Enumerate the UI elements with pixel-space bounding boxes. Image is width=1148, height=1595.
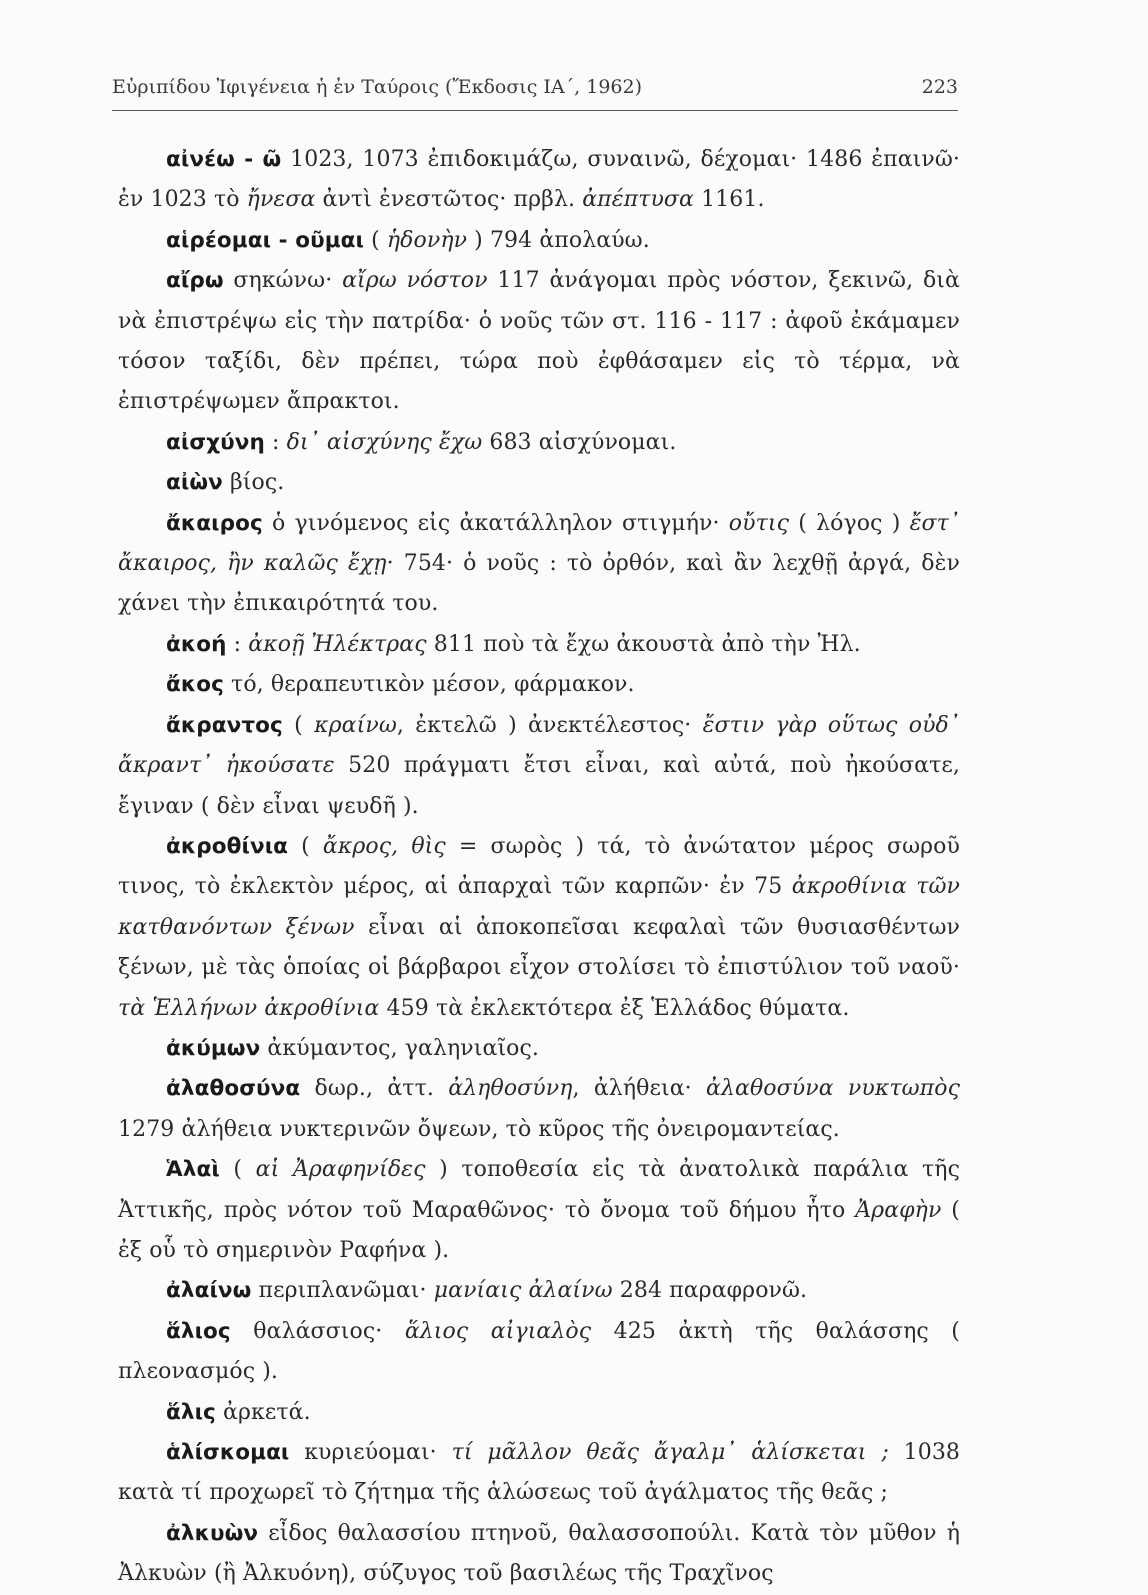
glossary-entry xyxy=(118,463,960,503)
entry-quote: ἄκρος, θὶς xyxy=(322,833,446,859)
entry-text: ( ἐξ οὗ τὸ σημερινὸν Ραφήνα ). xyxy=(118,1197,960,1263)
entry-text: ὁ γινόμενος εἰς ἀκατάλληλον στιγμήν· xyxy=(262,510,729,536)
entry-text: , ἀλήθεια· xyxy=(572,1076,706,1102)
glossary-entry xyxy=(118,1150,960,1271)
entry-text: 683 αἰσχύνομαι. xyxy=(482,429,677,455)
entry-quote: τὰ Ἑλλήνων ἀκροθίνια xyxy=(118,995,380,1021)
glossary-entry xyxy=(118,706,960,827)
entry-text: = σωρὸς ) τά, τὸ ἀνώτατον μέρος σωροῦ τινος, τὸ ἐκλεκτὸν μέρος, αἱ ἀπαρχαὶ τῶν καρπῶν· ἐν 75 xyxy=(118,833,960,900)
entry-headword: ἀλαίνω xyxy=(166,1278,252,1304)
entry-text: 459 τὰ ἐκλεκτότερα ἐξ Ἑλλάδος θύματα. xyxy=(379,995,850,1021)
glossary-entry xyxy=(118,261,960,423)
entry-headword: αἰσχύνη xyxy=(166,429,265,455)
entry-headword: ἀλκυὼν xyxy=(166,1520,259,1546)
entry-text: 425 ἀκτὴ τῆς θαλάσσης ( πλεονασμός ). xyxy=(118,1318,960,1385)
entry-text: ( xyxy=(219,1157,256,1183)
entry-headword: ἅλιος xyxy=(166,1318,231,1344)
entry-text: 520 πράγματι ἔτσι εἶναι, καὶ αὐτά, ποὺ ἠκούσατε, ἔγιναν ( δὲν εἶναι ψευδῆ ). xyxy=(118,753,960,819)
entry-text: : xyxy=(226,631,249,657)
glossary-entry xyxy=(118,827,960,1029)
glossary-entry xyxy=(118,1393,960,1433)
entry-text: ( xyxy=(288,833,323,859)
entry-quote: τί μᾶλλον θεᾶς ἄγαλμ᾽ ἁλίσκεται ; xyxy=(451,1440,889,1465)
entry-text: ) 794 ἀπολαύω. xyxy=(467,227,650,253)
entry-headword: ἁλίσκομαι xyxy=(166,1440,290,1465)
glossary-entry xyxy=(118,625,960,665)
entry-quote: ἅλιος αἰγιαλὸς xyxy=(404,1318,592,1344)
entry-headword: αἰνέω - ῶ xyxy=(166,147,282,172)
glossary-entry xyxy=(118,1029,960,1069)
entry-quote: Ἀραφὴν xyxy=(855,1197,942,1223)
glossary-entry xyxy=(118,221,960,261)
glossary-entry xyxy=(118,504,960,625)
entry-quote: ἀληθοσύνη xyxy=(448,1076,573,1102)
entry-text: 284 παραφρονῶ. xyxy=(612,1278,808,1304)
entry-text: ( xyxy=(282,712,315,738)
entry-text: 754· ὁ νοῦς : τὸ ὀρθόν, καὶ ἂν λεχθῇ ἀργά, δὲν χάνει τὴν ἐπικαιρότητά του. xyxy=(118,551,960,617)
glossary-entries xyxy=(118,140,960,1595)
entry-text: 117 ἀνάγομαι πρὸς νόστον, ξεκινῶ, διὰ νὰ ἐπιστρέψω εἰς τὴν πατρίδα· ὁ νοῦς τῶν στ. 116 - 117 : ἀφοῦ ἐκάμαμεν τόσον ταξίδι, δὲν πρέπει, τώρα ποὺ ἐφθάσαμεν εἰς τὸ τέρμα, νὰ ἐπιστρέψωμεν ἄπρακτοι. xyxy=(118,268,960,415)
entry-quote: οὔτις xyxy=(728,510,790,536)
entry-text: 1279 ἀλήθεια νυκτερινῶν ὄψεων, τὸ κῦρος τῆς ὀνειρομαντείας. xyxy=(118,1116,840,1142)
entry-text: τό, θεραπευτικὸν μέσον, φάρμακον. xyxy=(223,672,635,698)
entry-text: 1038 κατὰ τί προχωρεῖ τὸ ζήτημα τῆς ἁλώσεως τοῦ ἀγάλματος τῆς θεᾶς ; xyxy=(118,1440,961,1506)
entry-text: θαλάσσιος· xyxy=(230,1318,405,1344)
glossary-entry xyxy=(118,1312,960,1393)
glossary-entry xyxy=(118,665,960,705)
glossary-entry xyxy=(118,1433,960,1514)
entry-text: , ἐκτελῶ ) ἀνεκτέλεστος· xyxy=(396,712,703,738)
entry-quote: ἀπέπτυσα xyxy=(582,187,695,213)
entry-quote: ἡδονὴν xyxy=(386,227,468,253)
entry-headword: ἄκραντος xyxy=(166,712,283,738)
entry-quote: ἔστιν γὰρ οὕτως οὐδ᾽ ἄκραντ᾽ ἠκούσατε xyxy=(118,712,960,779)
glossary-entry xyxy=(118,1069,960,1150)
entry-text: ἀρκετά. xyxy=(215,1399,311,1425)
entry-text: εἶναι αἱ ἀποκοπεῖσαι κεφαλαὶ τῶν θυσιασθέντων ξένων, μὲ τὰς ὁποίας οἱ βάρβαροι εἶχον στολίσει τὸ ἐπιστύλιον τοῦ ναοῦ· xyxy=(118,914,960,981)
entry-quote: κραίνω xyxy=(314,712,397,738)
entry-quote: ἀλαθοσύνα νυκτωπὸς xyxy=(705,1076,960,1102)
glossary-entry xyxy=(118,1514,960,1595)
entry-text: περιπλανῶμαι· xyxy=(251,1278,434,1304)
entry-headword: αἰὼν xyxy=(166,470,223,496)
entry-text: ἀκύμαντος, γαληνιαῖος. xyxy=(260,1035,540,1061)
entry-quote: αἱ Ἀραφηνίδες xyxy=(255,1157,426,1183)
entry-quote: μανίαις ἀλαίνω xyxy=(433,1278,613,1304)
entry-quote: δι᾽ αἰσχύνης ἔχω xyxy=(286,429,483,455)
glossary-entry xyxy=(118,1271,960,1311)
entry-text: 1023, 1073 ἐπιδοκιμάζω, συναινῶ, δέχομαι· 1486 ἐπαινῶ· ἐν 1023 τὸ xyxy=(118,147,960,213)
running-header xyxy=(112,76,958,98)
entry-text: κυριεύομαι· xyxy=(289,1440,452,1465)
entry-text: βίος. xyxy=(222,470,285,496)
entry-headword: ἅλις xyxy=(166,1399,216,1425)
entry-headword: ἀκύμων xyxy=(166,1035,261,1061)
entry-quote: αἴρω νόστον xyxy=(342,268,488,294)
entry-quote: ἀκοῇ Ἠλέκτρας xyxy=(248,631,427,657)
entry-text: ( λόγος ) xyxy=(789,510,910,536)
entry-headword: ἀλαθοσύνα xyxy=(166,1076,301,1102)
entry-headword: ἀκοή xyxy=(166,631,227,657)
entry-headword: ἄκαιρος xyxy=(166,510,263,536)
entry-text: δωρ., ἀττ. xyxy=(300,1076,449,1102)
glossary-entry xyxy=(118,140,960,221)
entry-headword: αἱρέομαι - οῦμαι xyxy=(166,227,364,253)
entry-quote: ἤνεσα xyxy=(246,187,316,213)
entry-headword: αἴρω xyxy=(166,268,224,294)
entry-headword: ἀκροθίνια xyxy=(166,833,289,859)
entry-quote: ἀκροθίνια τῶν κατθανόντων ξένων xyxy=(118,874,960,940)
entry-text: σηκώνω· xyxy=(223,268,343,294)
entry-headword: Ἁλαὶ xyxy=(166,1157,220,1183)
entry-text: 811 ποὺ τὰ ἔχω ἀκουστὰ ἀπὸ τὴν Ἠλ. xyxy=(426,631,861,657)
page-number: 223 xyxy=(921,76,958,98)
header-rule xyxy=(112,110,958,111)
header-title: Εὐριπίδου Ἰφιγένεια ἡ ἐν Ταύροις (Ἔκδοσις ΙΑ΄, 1962) xyxy=(112,76,643,98)
entry-text: εἶδος θαλασσίου πτηνοῦ, θαλασσοπούλι. Κατὰ τὸν μῦθον ἡ Ἀλκυὼν (ἢ Ἀλκυόνη), σύζυγος τοῦ βασιλέως τῆς Τραχῖνος xyxy=(118,1520,960,1587)
entry-text: : xyxy=(264,429,287,455)
entry-quote: ἔστ᾽ ἄκαιρος, ἢν καλῶς ἔχῃ· xyxy=(118,510,960,577)
entry-headword: ἄκος xyxy=(166,672,224,698)
entry-text: ( xyxy=(364,227,387,253)
entry-text: ) τοποθεσία εἰς τὰ ἀνατολικὰ παράλια τῆς Ἀττικῆς, πρὸς νότον τοῦ Μαραθῶνος· τὸ ὄνομα τοῦ δήμου ἦτο xyxy=(118,1157,960,1223)
glossary-entry xyxy=(118,423,960,463)
entry-text: 1161. xyxy=(694,187,765,213)
entry-text: ἀντὶ ἐνεστῶτος· πρβλ. xyxy=(315,187,583,213)
